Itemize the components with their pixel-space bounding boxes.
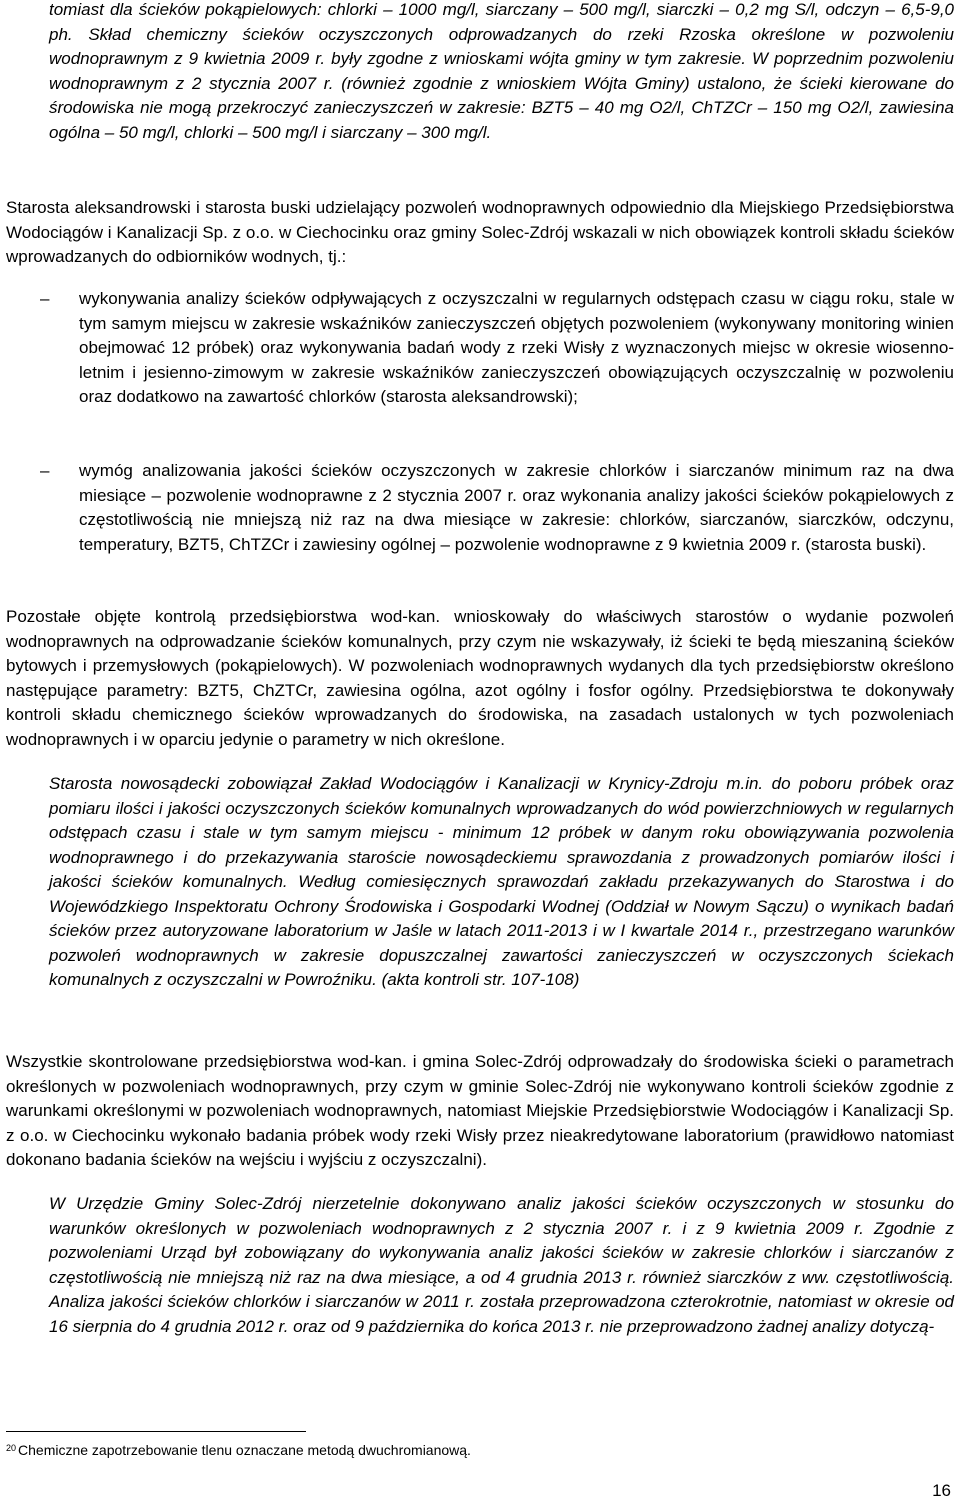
paragraph-text: Starosta aleksandrowski i starosta buski udzielający pozwoleń wodnoprawnych odpowiednio dla Miejskiego Przedsiębiorstwa Wodociągów i Kanalizacji Sp. z o.o. w Ciechocinku oraz gminy Solec-Zdrój wskazali w nich obowiązek kontroli składu ścieków wprowadzanych do odbiorników wodnych, tj.: <box>6 198 954 266</box>
footnote-separator <box>6 1431 306 1432</box>
footnote-number: 20 <box>6 1443 17 1453</box>
paragraph-text: Wszystkie skontrolowane przedsiębiorstwa wod-kan. i gmina Solec-Zdrój odprowadzały do środowiska ścieki o parametrach określonych w pozwoleniach wodnoprawnych, przy czym w gminie Solec-Zdrój nie wykonywano kontroli ścieków zgodnie z warunkami określonymi w pozwoleniach wodnoprawnych, natomiast Miejskie Przedsiębiorstwie Wodociągów i Kanalizacji Sp. z o.o. w Ciechocinku wykonało badania próbek wody rzeki Wisły przez nieakredytowane laboratorium (prawidłowo natomiast dokonano badania ścieków na wejściu i wyjściu z oczyszczalni). <box>6 1052 954 1169</box>
page-number: 16 <box>932 1481 951 1500</box>
paragraph-text: Pozostałe objęte kontrolą przedsiębiorstwa wod-kan. wnioskowały do właściwych starostów o wydanie pozwoleń wodnoprawnych na odprowadzanie ścieków komunalnych, przy czym nie wskazywały, iż ścieki te będą mieszaniną ścieków bytowych i przemysłowych (pokąpielowych). W pozwoleniach wodnoprawnych wydanych dla tych przedsiębiorstw określono następujące parametry: BZT5, ChZTCr, zawiesina ogólna, azot ogólny i fosfor ogólny. Przedsiębiorstwa te dokonywały kontroli składu chemicznego ścieków wprowadzanych do środowiska, na zasadach ustalonych w tych pozwoleniach wodnoprawnych i w oparciu jedynie o parametry w nich określone. <box>6 607 954 749</box>
bullet-text: wymóg analizowania jakości ścieków oczyszczonych w zakresie chlorków i siarczanów minimum raz na dwa miesiące – pozwolenie wodnoprawne z 2 stycznia 2007 r. oraz wykonania analizy jakości ścieków pokąpielowych z częstotliwością nie mniejszą niż raz na dwa miesiące w zakresie: chlorków, siarczanów, siarczków, odczynu, temperatury, BZT5, ChTZCr i zawiesiny ogólnej – pozwolenie wodnoprawne z 9 kwietnia 2009 r. (starosta buski). <box>79 461 954 554</box>
bullet-item-requirement <box>79 459 954 557</box>
paragraph-text: tomiast dla ścieków pokąpielowych: chlorki – 1000 mg/l, siarczany – 500 mg/l, siarczki – 0,2 mg S/l, odczyn – 6,5-9,0 ph. Skład chemiczny ścieków oczyszczonych odprowadzanych do rzeki Rzoska określone w pozwoleniu wodnoprawnym z 9 kwietnia 2009 r. były zgodne z wnioskami wójta gminy w tym zakresie. W poprzednim pozwoleniu wodnoprawnym z 2 stycznia 2007 r. (również zgodnie z wnioskiem Wójta Gminy) ustalono, że ścieki kierowane do środowiska nie mogą przekroczyć zanieczyszczeń w zakresie: BZT5 – 40 mg O2/l, ChTZCr – 150 mg O2/l, zawiesina ogólna – 50 mg/l, chlorki – 500 mg/l i siarczany – 300 mg/l. <box>49 0 954 142</box>
paragraph-pollution-limits <box>49 0 954 145</box>
paragraph-solec-zdroj <box>49 1192 954 1339</box>
paragraph-text: Starosta nowosądecki zobowiązał Zakład Wodociągów i Kanalizacji w Krynicy-Zdroju m.in. do poboru próbek oraz pomiaru ilości i jakości oczyszczonych ścieków komunalnych wprowadzanych do wód powierzchniowych w regularnych odstępach czasu i stale w tym samym miejscu - minimum 12 próbek w danym roku obowiązywania pozwolenia wodnoprawnego i do przekazywania staroście nowosądeckiemu sprawozdania z prowadzonych pomiarów ilości i jakości ścieków komunalnych. Według comiesięcznych sprawozdań zakładu przekazywanych do Starostwa i do Wojewódzkiego Inspektoratu Ochrony Środowiska i Gospodarki Wodnej (Oddział w Nowym Sączu) o wynikach badań ścieków przez autoryzowane laboratorium w Jaśle w latach 2011-2013 i w I kwartale 2014 r., przestrzegano warunków pozwoleń wodnoprawnych w zakresie dopuszczalnej zawartości zanieczyszczeń w oczyszczonych ściekach komunalnych z oczyszczalni w Powroźniku. (akta kontroli str. 107-108) <box>49 774 954 989</box>
bullet-item-analysis <box>79 287 954 410</box>
paragraph-text: W Urzędzie Gminy Solec-Zdrój nierzetelnie dokonywano analiz jakości ścieków oczyszczonych w stosunku do warunków określonych w pozwoleniach wodnoprawnych z 2 stycznia 2007 r. i z 9 kwietnia 2009 r. Zgodnie z pozwoleniami Urząd był zobowiązany do wykonywania analiz jakości ścieków w zakresie chlorków i siarczanów z częstotliwością nie mniejszą niż raz na dwa miesiące, a od 4 grudnia 2013 r. również siarczków z ww. częstotliwością. Analiza jakości ścieków chlorków i siarczanów w 2011 r. została przeprowadzona czterokrotnie, natomiast w okresie od 16 sierpnia do 4 grudnia 2012 r. oraz od 9 października do końca 2013 r. nie przeprowadzono żadnej analizy dotyczą- <box>49 1194 954 1336</box>
footnote-text: Chemiczne zapotrzebowanie tlenu oznaczane metodą dwuchromianową. <box>18 1442 471 1458</box>
paragraph-other-enterprises <box>6 605 954 752</box>
bullet-marker: – <box>40 461 50 480</box>
paragraph-starosta-obligations <box>6 196 954 270</box>
bullet-text: wykonywania analizy ścieków odpływających z oczyszczalni w regularnych odstępach czasu w ciągu roku, stale w tym samym miejscu w zakresie wskaźników zanieczyszczeń objętych pozwoleniem (wykonywany monitoring winien obejmować 12 próbek) oraz wykonywania badań wody z rzeki Wisły z wyznaczonych miejsc w okresie wiosenno-letnim i jesienno-zimowym w zakresie wskaźników zanieczyszczeń obowiązujących oczyszczalnię w pozwoleniu oraz dodatkowo na zawartość chlorków (starosta aleksandrowski); <box>79 289 954 406</box>
bullet-marker: – <box>40 289 50 308</box>
paragraph-summary <box>6 1050 954 1173</box>
footnote <box>6 1439 471 1459</box>
paragraph-krynica <box>49 772 954 993</box>
